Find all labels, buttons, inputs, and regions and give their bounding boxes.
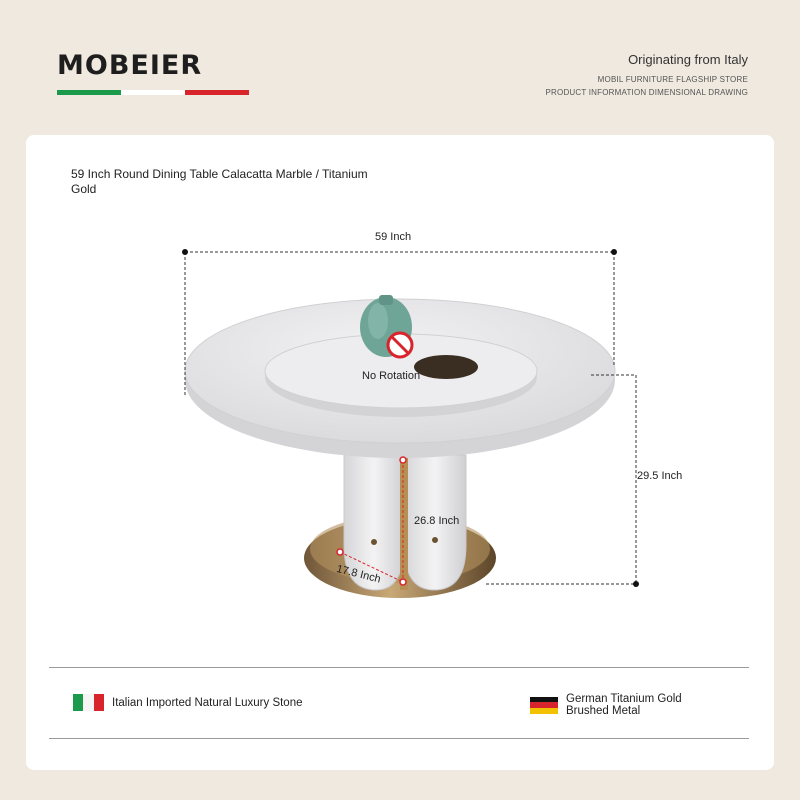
- dim-point: [400, 579, 406, 585]
- feature-text: Italian Imported Natural Luxury Stone: [112, 696, 303, 709]
- origin-tagline: Originating from Italy: [628, 52, 748, 67]
- product-card: [26, 135, 774, 770]
- page-header: [0, 0, 800, 135]
- dim-point: [633, 581, 639, 587]
- store-name: MOBIL FURNITURE FLAGSHIP STORE: [597, 75, 748, 84]
- dimensional-drawing: [26, 135, 774, 655]
- divider-bottom: [49, 738, 749, 739]
- feature-text: German Titanium Gold Brushed Metal: [566, 693, 682, 717]
- feature-german-metal: [530, 693, 706, 717]
- base-height-label: 26.8 Inch: [414, 515, 460, 527]
- origin-block: [546, 52, 748, 97]
- dim-point: [611, 249, 617, 255]
- dim-point: [400, 457, 406, 463]
- germany-flag-icon: [530, 697, 558, 714]
- width-label: 59 Inch: [375, 231, 412, 243]
- italy-flag-icon: [73, 694, 104, 711]
- italy-stripe-icon: [57, 90, 249, 95]
- dim-point: [337, 549, 343, 555]
- brand-logo: MOBEIER: [57, 50, 203, 81]
- divider-top: [49, 667, 749, 668]
- drawing-caption: PRODUCT INFORMATION DIMENSIONAL DRAWING: [545, 88, 748, 97]
- product-title: 59 Inch Round Dining Table Calacatta Marble / Titanium Gold: [71, 167, 368, 196]
- dim-point: [182, 249, 188, 255]
- height-label: 29.5 Inch: [637, 470, 683, 482]
- feature-italian-stone: [73, 694, 303, 711]
- no-rotation-icon: [388, 333, 412, 357]
- turntable-note: No Rotation: [362, 370, 421, 382]
- base-width-label: 17.8 Inch: [335, 563, 382, 586]
